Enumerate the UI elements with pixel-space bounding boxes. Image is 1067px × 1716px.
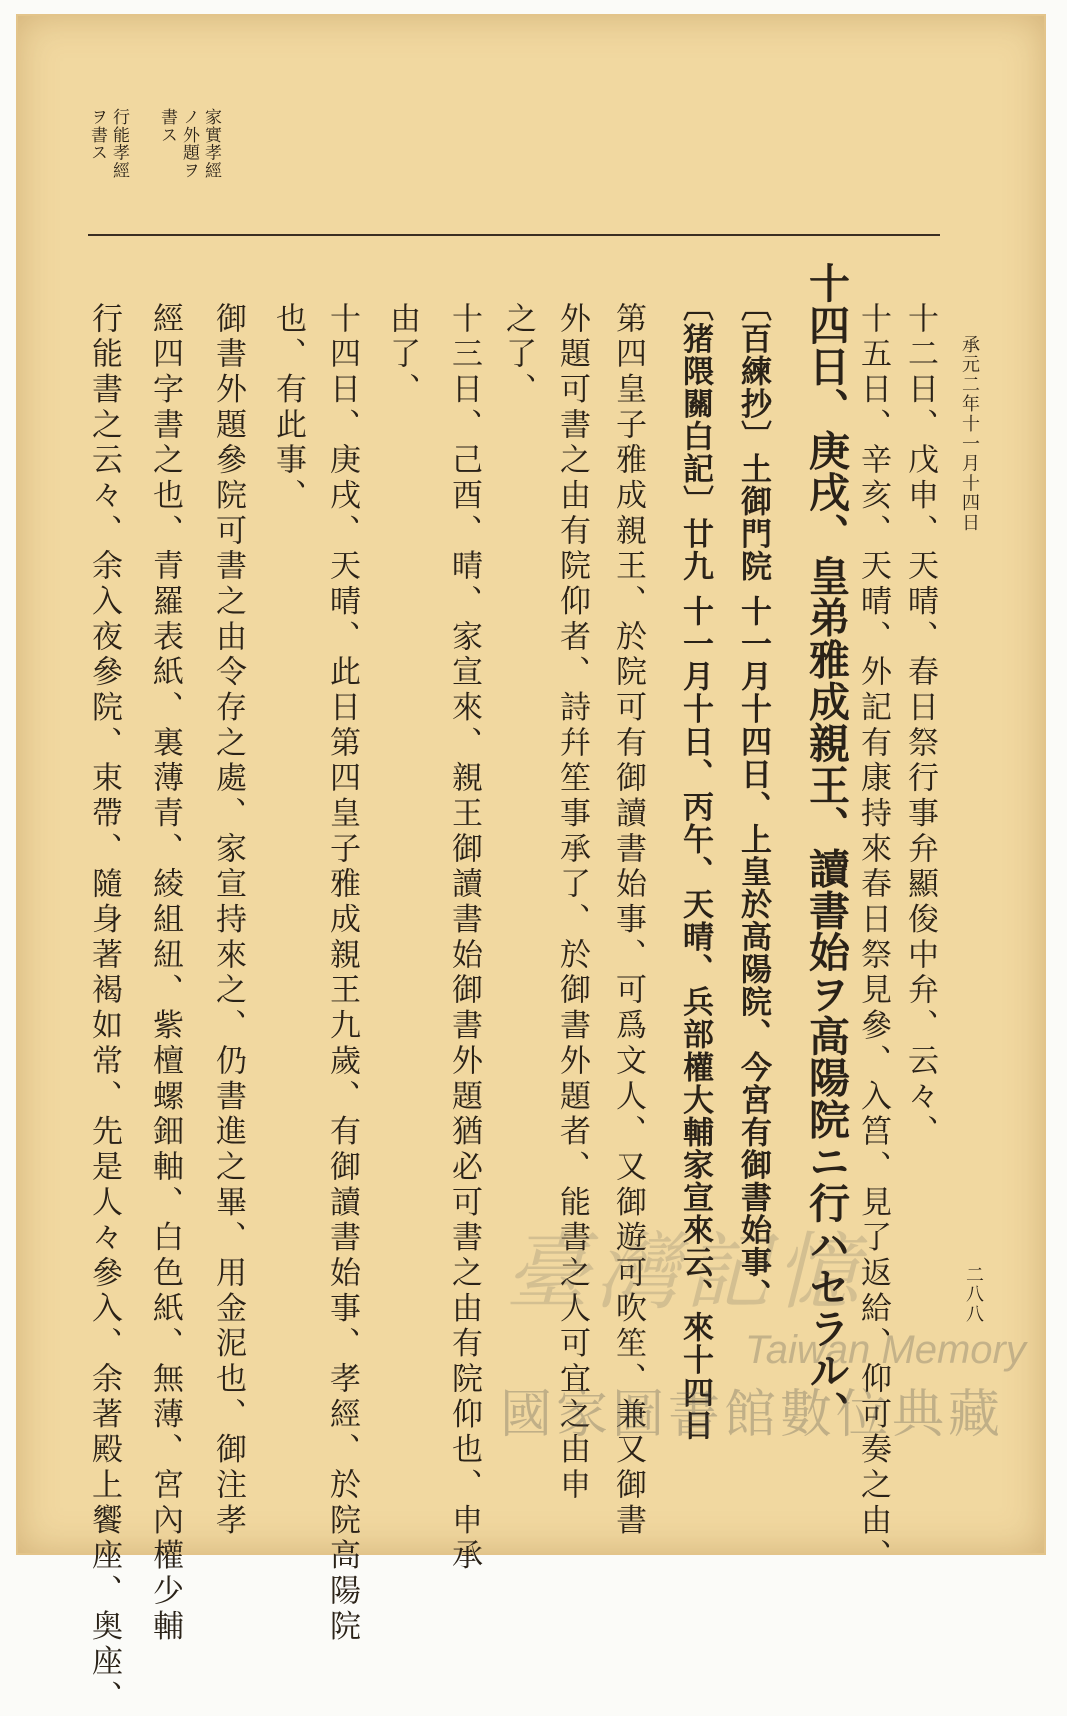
margin-note: 行能孝經 xyxy=(109,108,129,180)
margin-note: ヲ書ス xyxy=(87,108,107,162)
text-column: 之了、 xyxy=(500,302,536,409)
text-column: 御書外題參院可書之由令存之處、家宣持來之、仍書進之畢、用金泥也、御注孝 xyxy=(210,302,246,1539)
text-column: 由了、 xyxy=(384,302,420,409)
source-citation: 〔百練抄〕土御門院 十一月十四日、上皇於高陽院、今宮有御書始事、 xyxy=(735,290,771,1312)
text-column: 也、有此事、 xyxy=(270,302,306,515)
text-column: 經四字書之也、青羅表紙、裏薄青、綾組紐、紫檀螺鈿軸、白色紙、無薄、宮內權少輔 xyxy=(147,302,183,1645)
header-rule xyxy=(88,234,940,236)
margin-note: ノ外題ヲ xyxy=(179,108,199,180)
text-column: 十四日、庚戌、天晴、此日第四皇子雅成親王九歲、有御讀書始事、孝經、於院高陽院 xyxy=(324,302,360,1645)
entry-heading: 十四日、庚戌、皇弟雅成親王、讀書始ヲ高陽院ニ行ハセラル、 xyxy=(802,262,850,1433)
text-column: 第四皇子雅成親王、於院可有御讀書始事、可爲文人、又御遊可吹笙、兼又御書 xyxy=(610,302,646,1539)
text-column: 行能書之云々、余入夜參院、束帶、隨身著褐如常、先是人々參入、余著殿上饗座、奥座、 xyxy=(86,302,122,1716)
source-citation: 〔猪隈關白記〕廿九 十一月十日、丙午、天晴、兵部權大輔家宣來云、來十四日 xyxy=(677,290,713,1442)
margin-note: 家實孝經 xyxy=(201,108,221,180)
text-column: 十五日、辛亥、天晴、外記有康持來春日祭見參、入筥、見了返給、仰可奏之由、 xyxy=(855,302,891,1575)
text-column: 十三日、己酉、晴、家宣來、親王御讀書始御書外題猶必可書之由有院仰也、申承 xyxy=(446,302,482,1575)
watermark-english: Taiwan Memory xyxy=(745,1328,1026,1372)
text-column: 十二日、戊申、天晴、春日祭行事弁顯俊中弁、云々、 xyxy=(902,302,938,1151)
running-head: 承元二年十一月十四日 xyxy=(959,335,980,533)
margin-note: 書ス xyxy=(157,108,177,144)
watermark-logo: 臺灣記憶 xyxy=(505,1223,866,1321)
watermark-institution: 國家圖書館數位典藏 xyxy=(500,1385,1005,1445)
page-number: 二八八 xyxy=(963,1265,984,1325)
text-column: 外題可書之由有院仰者、詩幷笙事承了、於御書外題者、能書之人可宜之由申 xyxy=(554,302,590,1504)
